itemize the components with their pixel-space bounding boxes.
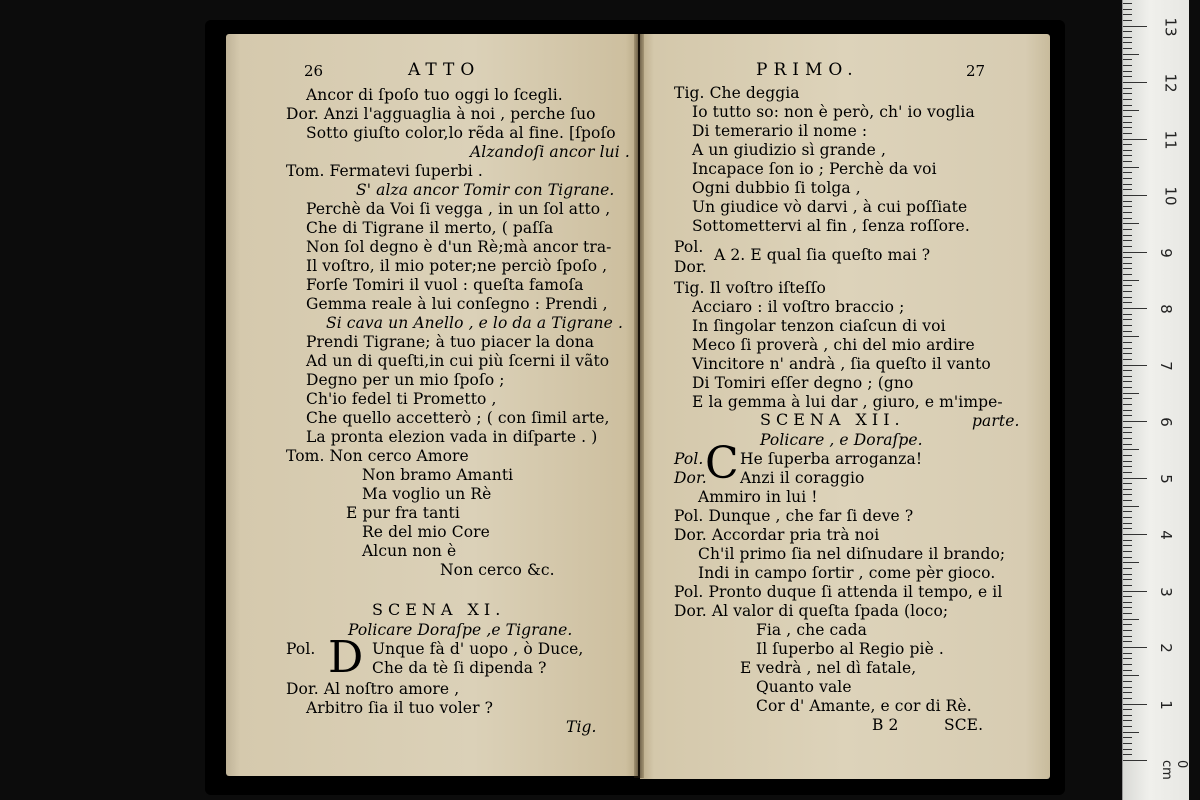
ruler-tick xyxy=(1123,155,1132,156)
ruler-tick xyxy=(1123,534,1147,535)
left-text-line: Tom. Non cerco Amore xyxy=(286,447,469,465)
ruler-tick xyxy=(1123,506,1139,507)
ruler-tick xyxy=(1123,201,1132,202)
measuring-ruler xyxy=(1122,0,1189,800)
right-scene-title: SCENA XII. xyxy=(760,410,905,429)
ruler-tick xyxy=(1123,223,1139,224)
ruler-tick xyxy=(1123,359,1132,360)
ruler-tick xyxy=(1123,398,1132,399)
right-text-line: E vedrà , nel dì fatale, xyxy=(740,659,917,677)
left-text-line: Tig. xyxy=(566,718,597,736)
ruler-tick xyxy=(1123,195,1147,196)
left-text-line: Perchè da Voi ſi vegga , in un ſol atto , xyxy=(306,200,611,218)
ruler-tick xyxy=(1123,20,1132,21)
ruler-tick xyxy=(1123,314,1132,315)
ruler-tick xyxy=(1123,235,1132,236)
ruler-tick xyxy=(1123,229,1132,230)
ruler-tick xyxy=(1123,461,1132,462)
ruler-number: 13 xyxy=(1161,16,1180,37)
ruler-tick xyxy=(1123,720,1132,721)
ruler-tick xyxy=(1123,319,1132,320)
ruler-tick xyxy=(1123,139,1147,140)
right-drop-cap: C xyxy=(705,438,739,489)
ruler-tick xyxy=(1123,557,1132,558)
left-text-line: Si cava un Anello , e lo da a Tigrane . xyxy=(326,314,623,332)
ruler-tick xyxy=(1123,37,1132,38)
ruler-unit-label: 0 cm xyxy=(1159,760,1189,780)
right-text-line: Ch'il primo ſia nel diſnudare il brando; xyxy=(698,545,1006,563)
ruler-tick xyxy=(1123,240,1132,241)
ruler-tick xyxy=(1123,93,1132,94)
ruler-tick xyxy=(1123,410,1132,411)
ruler-tick xyxy=(1123,252,1147,253)
ruler-number: 6 xyxy=(1156,417,1175,427)
ruler-tick xyxy=(1123,172,1132,173)
left-text-line: Degno per un mio ſpoſo ; xyxy=(306,371,505,389)
ruler-tick xyxy=(1123,472,1132,473)
ruler-tick xyxy=(1123,664,1132,665)
right-text-line: parte. xyxy=(972,412,1020,430)
right-page-number: 27 xyxy=(966,62,986,80)
ruler-tick xyxy=(1123,749,1132,750)
ruler-tick xyxy=(1123,308,1147,309)
right-text-line: Sottomettervi al fin , ſenza roſſore. xyxy=(692,217,970,235)
ruler-number: 2 xyxy=(1156,643,1175,653)
ruler-tick xyxy=(1123,568,1132,569)
ruler-tick xyxy=(1123,579,1132,580)
ruler-tick xyxy=(1123,494,1132,495)
ruler-tick xyxy=(1123,444,1132,445)
ruler-tick xyxy=(1123,42,1132,43)
ruler-tick xyxy=(1123,297,1132,298)
ruler-tick xyxy=(1123,427,1132,428)
ruler-tick xyxy=(1123,393,1139,394)
ruler-tick xyxy=(1123,585,1132,586)
right-text-line: Di temerario il nome : xyxy=(692,122,868,140)
left-text-line: Dor. Al noſtro amore , xyxy=(286,680,460,698)
ruler-tick xyxy=(1123,325,1132,326)
ruler-tick xyxy=(1123,184,1132,185)
ruler-tick xyxy=(1123,82,1147,83)
left-text-line: Ad un di queſti,in cui più ſcerni il vãto xyxy=(306,352,610,370)
ruler-tick xyxy=(1123,607,1132,608)
ruler-tick xyxy=(1123,709,1132,710)
ruler-tick xyxy=(1123,602,1132,603)
right-text-line: Il ſuperbo al Regio piè . xyxy=(756,640,944,658)
ruler-tick xyxy=(1123,692,1132,693)
ruler-number: 9 xyxy=(1156,247,1175,258)
ruler-tick xyxy=(1123,715,1132,716)
ruler-tick xyxy=(1123,551,1132,552)
right-text-line: Anzi il coraggio xyxy=(740,469,865,487)
right-text-line: Cor d' Amante, e cor di Rè. xyxy=(756,697,972,715)
ruler-tick xyxy=(1123,365,1147,366)
ruler-number: 4 xyxy=(1156,530,1175,540)
ruler-tick xyxy=(1123,438,1132,439)
left-text-line: Prendi Tigrane; à tuo piacer la dona xyxy=(306,333,595,351)
ruler-tick xyxy=(1123,218,1132,219)
ruler-tick xyxy=(1123,257,1132,258)
right-text-line: Tig. Il voſtro iſteſſo xyxy=(674,279,826,297)
ruler-tick xyxy=(1123,483,1132,484)
ruler-tick xyxy=(1123,511,1132,512)
ruler-tick xyxy=(1123,636,1132,637)
left-text-line: Il voſtro, il mio poter;ne perciò ſpoſo , xyxy=(306,257,608,275)
ruler-tick xyxy=(1123,726,1132,727)
ruler-tick xyxy=(1123,415,1132,416)
ruler-tick xyxy=(1123,212,1132,213)
left-text-line: Forſe Tomiri il vuol : queſta famoſa xyxy=(306,276,584,294)
ruler-number: 10 xyxy=(1161,186,1180,206)
book-gutter xyxy=(634,34,644,778)
ruler-tick xyxy=(1123,71,1132,72)
ruler-tick xyxy=(1123,517,1132,518)
left-text-line: Alzandoſi ancor lui . xyxy=(470,143,630,161)
right-text-line: Dor. xyxy=(674,258,707,276)
left-text-line: Dor. Anzi l'agguaglia à noi , perche ſuo xyxy=(286,105,596,123)
ruler-number: 8 xyxy=(1156,304,1175,314)
ruler-tick xyxy=(1123,421,1147,422)
left-text-line: Pol. xyxy=(286,640,316,658)
right-text-line: Ogni dubbio ſi tolga , xyxy=(692,179,861,197)
right-text-line: Pol. Dunque , che far ſi deve ? xyxy=(674,507,914,525)
ruler-tick xyxy=(1123,167,1139,168)
ruler-tick xyxy=(1123,122,1132,123)
right-text-line: Acciaro : il voſtro braccio ; xyxy=(692,298,905,316)
left-text-line: Non cerco &c. xyxy=(440,561,555,579)
right-text-line: Incapace ſon io ; Perchè da voi xyxy=(692,160,937,178)
ruler-tick xyxy=(1123,9,1132,10)
ruler-tick xyxy=(1123,348,1132,349)
ruler-tick xyxy=(1123,88,1132,89)
ruler-number: 7 xyxy=(1156,360,1175,371)
ruler-tick xyxy=(1123,133,1132,134)
ruler-tick xyxy=(1123,455,1132,456)
ruler-tick xyxy=(1123,540,1132,541)
right-text-line: Pol. xyxy=(674,238,704,256)
right-text-line: Un giudice vò darvi , à cui poſſiate xyxy=(692,198,968,216)
right-text-line: Dor. Accordar pria trà noi xyxy=(674,526,880,544)
ruler-tick xyxy=(1123,99,1132,100)
ruler-tick xyxy=(1123,681,1132,682)
ruler-tick xyxy=(1123,675,1139,676)
ruler-tick xyxy=(1123,268,1132,269)
ruler-tick xyxy=(1123,732,1139,733)
ruler-tick xyxy=(1123,150,1132,151)
ruler-tick xyxy=(1123,206,1132,207)
ruler-tick xyxy=(1123,274,1132,275)
right-text-line: A 2. E qual ſia queſto mai ? xyxy=(714,246,931,264)
left-text-line: Che da tè ſi dipenda ? xyxy=(372,659,547,677)
left-page-number: 26 xyxy=(304,62,324,80)
ruler-tick xyxy=(1123,404,1132,405)
left-text-line: Non ſol degno è d'un Rè;mà ancor tra- xyxy=(306,238,612,256)
ruler-tick xyxy=(1123,280,1139,281)
ruler-number: 1 xyxy=(1156,699,1175,710)
left-text-line: Ch'io fedel ti Prometto , xyxy=(306,390,497,408)
right-text-line: Ammiro in lui ! xyxy=(698,488,818,506)
ruler-tick xyxy=(1123,370,1132,371)
left-text-line: Unque fà d' uopo , ò Duce, xyxy=(372,640,584,658)
right-text-line: Io tutto so: non è però, ch' io voglia xyxy=(692,103,975,121)
ruler-tick xyxy=(1123,331,1132,332)
ruler-tick xyxy=(1123,478,1147,479)
ruler-tick xyxy=(1123,670,1132,671)
ruler-tick xyxy=(1123,562,1139,563)
ruler-tick xyxy=(1123,523,1132,524)
ruler-tick xyxy=(1123,353,1132,354)
right-text-line: A un giudizio sì grande , xyxy=(692,141,886,159)
left-scene-title: SCENA XI. xyxy=(372,600,506,619)
ruler-tick xyxy=(1123,178,1132,179)
ruler-tick xyxy=(1123,105,1132,106)
ruler-tick xyxy=(1123,743,1132,744)
right-text-line: Policare , e Doraſpe. xyxy=(760,431,923,449)
left-text-line: Che di Tigrane il merto, ( paſſa xyxy=(306,219,554,237)
right-text-line: Dor. Al valor di queſta ſpada (loco; xyxy=(674,602,949,620)
ruler-number: 5 xyxy=(1156,473,1175,484)
ruler-tick xyxy=(1123,760,1147,761)
ruler-tick xyxy=(1123,647,1147,648)
right-text-line: Di Tomiri eſſer degno ; (gno xyxy=(692,374,914,392)
ruler-number: 12 xyxy=(1161,73,1180,93)
right-text-line: Quanto vale xyxy=(756,678,852,696)
ruler-tick xyxy=(1123,54,1139,55)
ruler-tick xyxy=(1123,619,1139,620)
ruler-tick xyxy=(1123,342,1132,343)
ruler-tick xyxy=(1123,545,1132,546)
ruler-tick xyxy=(1123,624,1132,625)
right-text-line: He ſuperba arroganza! xyxy=(740,450,923,468)
ruler-tick xyxy=(1123,110,1139,111)
ruler-tick xyxy=(1123,285,1132,286)
ruler-tick xyxy=(1123,302,1132,303)
right-text-line: Indi in campo ſortir , come pèr gioco. xyxy=(698,564,996,582)
ruler-tick xyxy=(1123,291,1132,292)
ruler-tick xyxy=(1123,387,1132,388)
ruler-tick xyxy=(1123,528,1132,529)
ruler-number: 11 xyxy=(1161,129,1180,150)
ruler-tick xyxy=(1123,246,1132,247)
left-text-line: Che quello accetterò ; ( con ſimil arte, xyxy=(306,409,610,427)
ruler-tick xyxy=(1123,376,1132,377)
ruler-tick xyxy=(1123,591,1147,592)
left-text-line: Arbitro ſia il tuo voler ? xyxy=(306,699,494,717)
ruler-tick xyxy=(1123,14,1132,15)
ruler-tick xyxy=(1123,65,1132,66)
right-text-line: Fia , che cada xyxy=(756,621,867,639)
right-text-line: B 2 xyxy=(872,716,899,734)
ruler-tick xyxy=(1123,189,1132,190)
right-text-line: SCE. xyxy=(944,716,984,734)
left-text-line: Ma voglio un Rè xyxy=(362,485,492,503)
ruler-tick xyxy=(1123,3,1132,4)
right-text-line: In ſingolar tenzon ciaſcun di voi xyxy=(692,317,946,335)
right-text-line: Tig. Che deggia xyxy=(674,84,800,102)
ruler-tick xyxy=(1123,698,1132,699)
ruler-tick xyxy=(1123,48,1132,49)
left-text-line: Gemma reale à lui conſegno : Prendi , xyxy=(306,295,608,313)
left-text-line: S' alza ancor Tomir con Tigrane. xyxy=(356,181,615,199)
left-drop-cap: D xyxy=(328,632,364,683)
right-text-line: Pol. Pronto duque ſi attenda il tempo, e il xyxy=(674,583,1003,601)
ruler-tick xyxy=(1123,31,1132,32)
ruler-tick xyxy=(1123,76,1132,77)
right-text-line: Vincitore n' andrà , ſia queſto il vanto xyxy=(692,355,991,373)
ruler-tick xyxy=(1123,26,1147,27)
ruler-tick xyxy=(1123,161,1132,162)
ruler-tick xyxy=(1123,127,1132,128)
ruler-tick xyxy=(1123,489,1132,490)
ruler-tick xyxy=(1123,116,1132,117)
ruler-tick xyxy=(1123,630,1132,631)
right-running-header: PRIMO. xyxy=(756,60,859,80)
ruler-tick xyxy=(1123,466,1132,467)
ruler-tick xyxy=(1123,641,1132,642)
ruler-tick xyxy=(1123,500,1132,501)
ruler-tick xyxy=(1123,658,1132,659)
ruler-tick xyxy=(1123,613,1132,614)
ruler-tick xyxy=(1123,449,1139,450)
left-text-line: Policare Doraſpe ,e Tigrane. xyxy=(348,621,573,639)
right-text-line: Pol. xyxy=(674,450,704,468)
ruler-tick xyxy=(1123,754,1132,755)
ruler-tick xyxy=(1123,432,1132,433)
left-text-line: La pronta elezion vada in diſparte . ) xyxy=(306,428,598,446)
ruler-tick xyxy=(1123,381,1132,382)
ruler-tick xyxy=(1123,653,1132,654)
ruler-tick xyxy=(1123,687,1132,688)
ruler-tick xyxy=(1123,704,1147,705)
right-text-line: Meco ſi proverà , chi del mio ardire xyxy=(692,336,975,354)
left-text-line: Re del mio Core xyxy=(362,523,490,541)
ruler-tick xyxy=(1123,263,1132,264)
ruler-tick xyxy=(1123,336,1139,337)
left-text-line: Non bramo Amanti xyxy=(362,466,514,484)
left-text-line: E pur fra tanti xyxy=(346,504,460,522)
left-running-header: ATTO xyxy=(408,60,481,80)
ruler-tick xyxy=(1123,574,1132,575)
left-text-line: Ancor di ſpoſo tuo oggi lo ſcegli. xyxy=(306,86,563,104)
right-text-line: E la gemma à lui dar , giuro, e m'impe- xyxy=(692,393,1003,411)
ruler-tick xyxy=(1123,596,1132,597)
left-text-line: Alcun non è xyxy=(362,542,457,560)
left-text-line: Tom. Fermatevi ſuperbi . xyxy=(286,162,483,180)
right-text-line: Dor. xyxy=(674,469,707,487)
ruler-tick xyxy=(1123,737,1132,738)
left-text-line: Sotto giuſto color,lo rẽda al fine. [ſpoſo xyxy=(306,124,616,142)
ruler-number: 3 xyxy=(1156,586,1175,597)
ruler-tick xyxy=(1123,59,1132,60)
ruler-tick xyxy=(1123,144,1132,145)
